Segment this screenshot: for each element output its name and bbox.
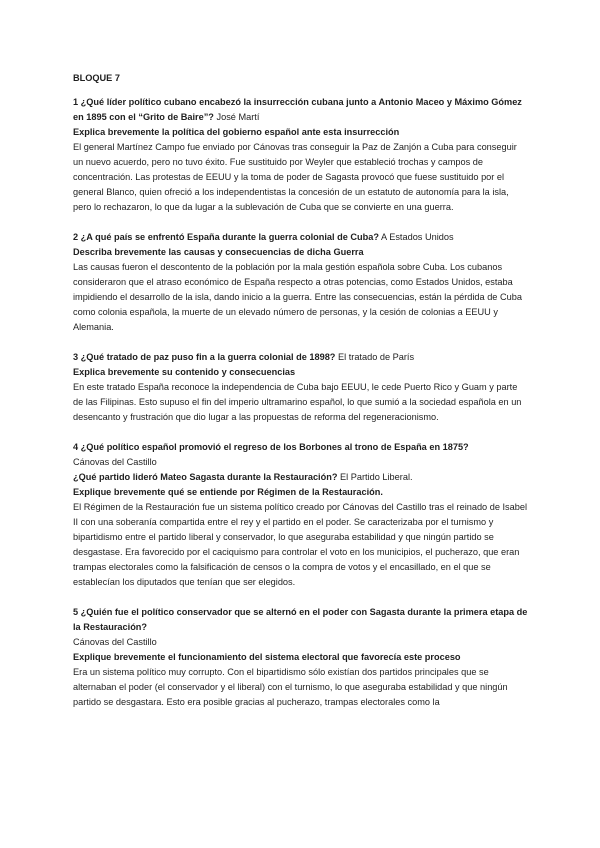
question-line [73, 350, 529, 365]
answer-text: A Estados Unidos [381, 232, 454, 242]
question-block-5 [73, 605, 529, 710]
question-block-1 [73, 95, 529, 215]
question-block-2 [73, 230, 529, 335]
answer-text: El Partido Liberal. [340, 472, 413, 482]
document-body [73, 71, 529, 725]
answer-text: El tratado de París [337, 352, 415, 362]
question-text: ¿Qué partido lideró Mateo Sagasta durante la Restauración? [73, 472, 338, 482]
answer-text: José Martí [216, 112, 260, 122]
answer-paragraph: El general Martínez Campo fue enviado por Cánovas tras conseguir la Paz de Zanjón a Cuba para conseguir un nuevo acuerdo, pero no tuvo éxito. Fue sustituido por Weyler que estableció trochas y campos de concentración. Las protestas de EEUU y la toma de poder de Sagasta provocó que fuese sustituido por el general Blanco, quien ofreció a los independentistas la concesión de un estatuto de autonomía para la isla, pero lo rechazaron, lo que da lugar a la sublevación de Cuba que se convierte en una guerra. [73, 142, 517, 212]
answer-paragraph: El Régimen de la Restauración fue un sistema político creado por Cánovas del Castillo tras el reinado de Isabel II con una soberanía compartida entre el rey y el partido en el poder. Se caracterizaba por el turnismo y bipartidismo entre el partido liberal y conservador, lo que aseguraba estabilidad y que ningún partido se desgastase. Era favorecido por el caciquismo para controlar el voto en los municipios, el pucherazo, que eran trampas electorales como la falsificación de censos o la compra de votos y el encasillado, en el que se establecían los diputados que tenían que ser elegidos. [73, 502, 528, 587]
subquestion-text: Explique brevemente qué se entiende por Régimen de la Restauración. [73, 487, 383, 497]
subquestion-text: Explica brevemente la política del gobierno español ante esta insurrección [73, 127, 400, 137]
subquestion-text: Explica brevemente su contenido y consecuencias [73, 367, 296, 377]
question-text: 2 ¿A qué país se enfrentó España durante la guerra colonial de Cuba? [73, 232, 379, 242]
subquestion-text: Explique brevemente el funcionamiento del sistema electoral que favorecía este proceso [73, 652, 461, 662]
answer-paragraph: Las causas fueron el descontento de la población por la mala gestión española sobre Cuba. Los cubanos consideraron que el atraso económico de España respecto a otras potencias, como Estados Unidos, estaba impidiendo el desarrollo de la isla, dando inicio a la guerra. Entre las consecuencias, están la pérdida de Cuba como colonia española, la muerte de un elevado número de personas, y la cesión de colonias a EEUU y Alemania. [73, 262, 522, 332]
question-line [73, 470, 529, 485]
question-text: 5 ¿Quién fue el político conservador que se alternó en el poder con Sagasta durante la primera etapa de la Restauración? [73, 607, 528, 632]
subquestion-text: Describa brevemente las causas y consecuencias de dicha Guerra [73, 247, 364, 257]
question-line [73, 230, 529, 245]
document-title: BLOQUE 7 [73, 73, 120, 83]
question-text: 4 ¿Qué político español promovió el regreso de los Borbones al trono de España en 1875? [73, 442, 469, 452]
question-text: 3 ¿Qué tratado de paz puso fin a la guerra colonial de 1898? [73, 352, 336, 362]
question-block-4 [73, 440, 529, 590]
question-block-3 [73, 350, 529, 425]
answer-text: Cánovas del Castillo [73, 457, 157, 467]
answer-text: Cánovas del Castillo [73, 637, 157, 647]
answer-paragraph: En este tratado España reconoce la independencia de Cuba bajo EEUU, le cede Puerto Rico y Guam y parte de las Filipinas. Esto supuso el fin del imperio ultramarino español, lo que sumió a la sociedad española en un desencanto y frustración que dio lugar a las propuestas de reforma del regeneracionismo. [73, 382, 522, 422]
question-line [73, 95, 529, 125]
answer-paragraph: Era un sistema político muy corrupto. Con el bipartidismo sólo existían dos partidos principales que se alternaban el poder (el conservador y el liberal) con el turnismo, lo que aseguraba estabilidad y que ningún partido se desgastara. Esto era posible gracias al pucherazo, trampas electorales como la [73, 667, 508, 707]
question-text: 1 ¿Qué líder político cubano encabezó la insurrección cubana junto a Antonio Maceo y Máximo Gómez en 1895 con el “Grito de Baire”? [73, 97, 522, 122]
